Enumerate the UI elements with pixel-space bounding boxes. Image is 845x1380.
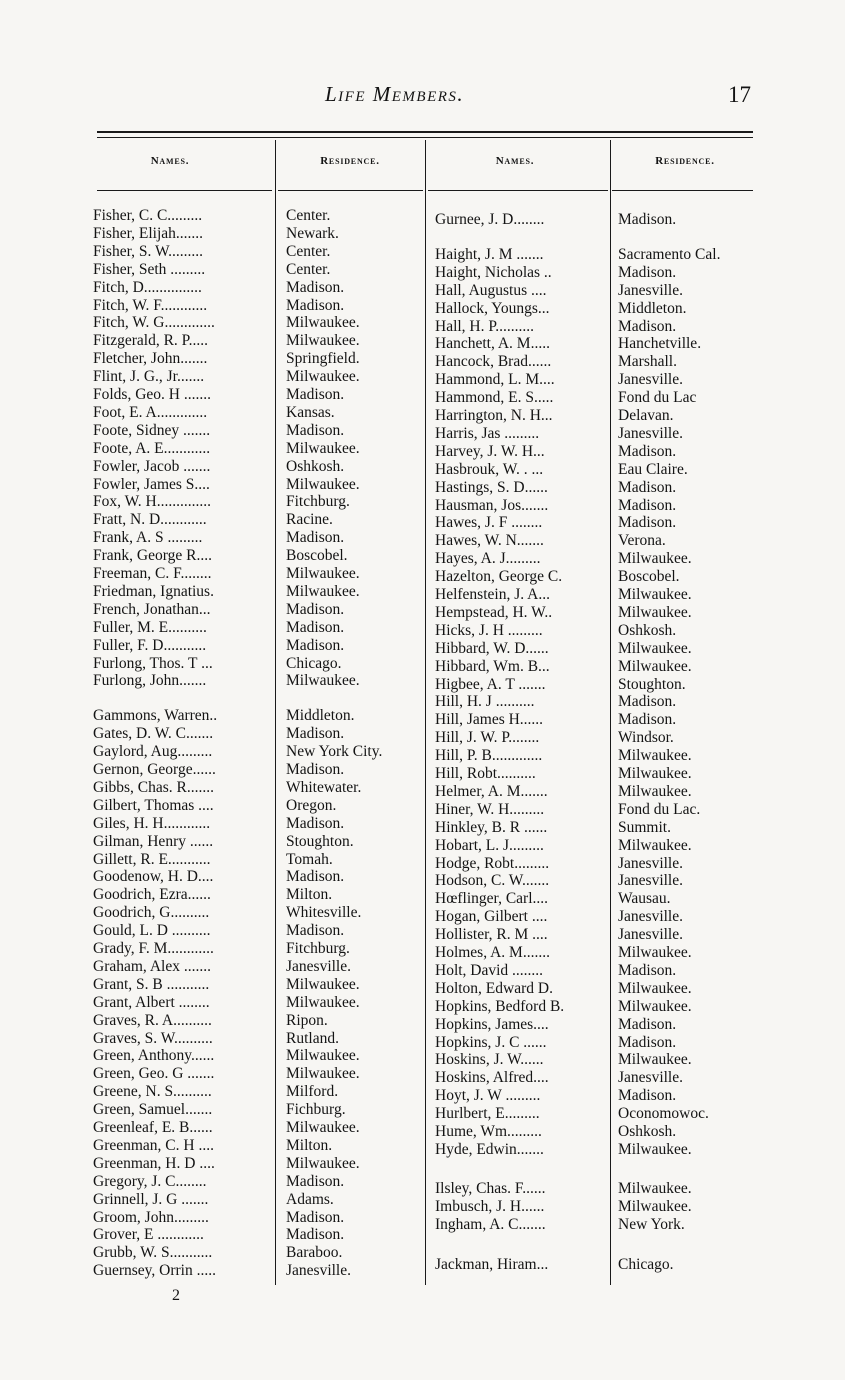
member-residence: Milwaukee. [618, 944, 692, 961]
member-residence: Milton. [286, 1136, 333, 1154]
member-name: Hœflinger, Carl.... [435, 890, 549, 908]
member-name: Hammond, L. M.... [435, 371, 555, 389]
member-name: Goodrich, G.......... [93, 904, 210, 922]
member-residence: Milwaukee. [286, 314, 360, 332]
member-residence: New York. [618, 1215, 685, 1233]
member-name: Hibbard, Wm. B... [435, 657, 550, 675]
member-name: Grubb, W. S........... [93, 1244, 213, 1262]
member-residence: Milwaukee. [618, 550, 692, 568]
member-residence: Madison. [286, 1208, 345, 1226]
column-header-names-right: Names. [495, 155, 535, 167]
header-underline [428, 190, 608, 191]
member-name: Furlong, John....... [93, 672, 207, 690]
column-header-residence-right: Residence. [655, 155, 715, 167]
member-name: Flint, J. G., Jr....... [93, 368, 205, 386]
member-residence: Milwaukee. [618, 747, 692, 765]
member-residence: Madison. [286, 600, 345, 618]
member-residence: Milwaukee. [618, 1051, 692, 1069]
member-residence: Milford. [286, 1083, 339, 1101]
member-name: Haight, Nicholas .. [435, 263, 552, 281]
member-residence: Janesville. [618, 926, 683, 944]
member-residence: Milwaukee. [618, 586, 692, 603]
member-residence: Springfield. [286, 350, 360, 368]
member-residence: Chicago. [618, 1255, 674, 1273]
member-name: Freeman, C. F........ [93, 565, 212, 582]
member-name: Hurlbert, E......... [435, 1105, 540, 1123]
member-residence: Milwaukee. [618, 782, 692, 800]
member-residence: Delavan. [618, 407, 674, 424]
member-residence: Milwaukee. [286, 1119, 360, 1136]
member-name: Gammons, Warren.. [93, 707, 218, 725]
column-header-residence-left: Residence. [320, 155, 380, 167]
member-name: Hoskins, J. W...... [435, 1051, 544, 1069]
member-name: Gilman, Henry ...... [93, 832, 214, 850]
member-residence: Madison. [618, 263, 677, 281]
member-name: Harris, Jas ......... [435, 424, 540, 442]
member-residence: Milwaukee. [618, 1179, 692, 1197]
member-residence: Janesville. [618, 872, 683, 890]
member-residence: Madison. [618, 442, 677, 460]
member-residence: Milwaukee. [618, 639, 692, 657]
member-residence: Windsor. [618, 729, 674, 747]
member-residence: Madison. [286, 725, 345, 743]
member-name: Hayes, A. J......... [435, 550, 541, 568]
member-name: Green, Anthony...... [93, 1047, 215, 1065]
header-underline [612, 190, 753, 191]
member-residence: Janesville. [286, 957, 351, 975]
member-name: Jackman, Hiram... [435, 1255, 549, 1273]
member-residence: Fichburg. [286, 1101, 346, 1119]
member-name: Hill, H. J .......... [435, 693, 535, 711]
member-name: Hume, Wm......... [435, 1123, 542, 1140]
member-residence: Milwaukee. [618, 657, 692, 675]
member-name: Goodrich, Ezra...... [93, 886, 211, 904]
member-name: Grant, S. B ........... [93, 975, 210, 993]
member-name: Greenman, H. D .... [93, 1154, 215, 1172]
member-name: Imbusch, J. H...... [435, 1197, 545, 1215]
member-name: Fox, W. H.............. [93, 493, 211, 511]
member-residence: Madison. [286, 761, 345, 778]
member-residence: Madison. [286, 296, 345, 314]
member-residence: Adams. [286, 1190, 334, 1208]
member-name: Hill, J. W. P........ [435, 729, 540, 747]
member-residence: Madison. [286, 1172, 345, 1190]
member-name: Fowler, James S.... [93, 475, 210, 493]
member-residence: Milwaukee. [286, 975, 360, 993]
member-residence: Madison. [286, 386, 345, 403]
member-name: Fowler, Jacob ....... [93, 457, 211, 475]
member-residence: Whitewater. [286, 778, 362, 796]
member-residence: Milwaukee. [286, 1154, 360, 1172]
member-residence: Madison. [618, 514, 677, 532]
member-name: Hill, Robt.......... [435, 765, 536, 782]
member-name: Fuller, F. D........... [93, 636, 207, 654]
member-residence: Milwaukee. [618, 603, 692, 621]
member-residence: Madison. [618, 317, 677, 335]
member-name: Fuller, M. E.......... [93, 618, 207, 636]
member-name: French, Jonathan... [93, 600, 211, 618]
member-name: Holt, David ........ [435, 961, 544, 979]
member-residence: Stoughton. [286, 832, 354, 850]
member-name: Fitch, W. G............. [93, 314, 215, 332]
member-residence: Madison. [618, 961, 677, 979]
member-name: Gilbert, Thomas .... [93, 796, 214, 814]
member-name: Hoyt, J. W ......... [435, 1087, 541, 1105]
member-name: Giles, H. H............ [93, 814, 211, 832]
member-residence: Stoughton. [618, 675, 686, 693]
member-name: Higbee, A. T ....... [435, 675, 546, 693]
member-residence: Center. [286, 260, 331, 278]
member-residence: Madison. [618, 211, 677, 228]
member-residence: Milwaukee. [286, 332, 360, 350]
member-residence: Racine. [286, 511, 333, 529]
member-residence: Janesville. [286, 1262, 351, 1280]
member-name: Hogan, Gilbert .... [435, 908, 548, 926]
member-name: Grinnell, J. G ....... [93, 1190, 209, 1208]
member-residence: Boscobel. [286, 547, 348, 565]
member-name: Gates, D. W. C....... [93, 725, 214, 743]
member-name: Greenman, C. H .... [93, 1136, 214, 1154]
member-name: Harvey, J. W. H... [435, 442, 545, 460]
member-name: Hausman, Jos....... [435, 496, 549, 514]
member-name: Helmer, A. M....... [435, 782, 548, 800]
member-name: Frank, A. S ......... [93, 529, 203, 547]
member-name: Hopkins, J. C ...... [435, 1033, 547, 1051]
member-name: Fisher, Elijah....... [93, 224, 204, 242]
member-residence: Madison. [286, 278, 345, 296]
member-name: Foote, A. E............ [93, 439, 211, 457]
member-name: Fisher, S. W......... [93, 242, 204, 260]
header-underline [278, 190, 423, 191]
member-residence: Eau Claire. [618, 460, 688, 478]
member-residence: Tomah. [286, 850, 333, 868]
member-name: Hill, P. B............. [435, 747, 543, 765]
member-residence: Madison. [618, 693, 677, 711]
signature-mark: 2 [172, 1287, 180, 1304]
member-name: Hyde, Edwin....... [435, 1140, 544, 1158]
member-name: Fitch, D............... [93, 278, 202, 296]
member-name: Hastings, S. D...... [435, 478, 548, 496]
member-name: Hill, James H...... [435, 711, 544, 729]
member-name: Hawes, W. N....... [435, 532, 544, 550]
member-residence: Oregon. [286, 796, 337, 814]
member-name: Folds, Geo. H ....... [93, 386, 211, 403]
member-residence: Ripon. [286, 1011, 328, 1029]
member-name: Hall, H. P.......... [435, 317, 535, 335]
member-name: Ilsley, Chas. F...... [435, 1179, 546, 1197]
member-name: Ingham, A. C....... [435, 1215, 546, 1233]
member-residence: Janesville. [618, 281, 683, 299]
member-residence: New York City. [286, 743, 383, 761]
member-residence: Milwaukee. [286, 565, 360, 582]
member-residence: Madison. [618, 496, 677, 514]
member-name: Gibbs, Chas. R....... [93, 778, 214, 796]
page-number: 17 [728, 82, 751, 107]
member-residence: Madison. [286, 868, 345, 886]
member-name: Hazelton, George C. [435, 568, 563, 586]
member-name: Helfenstein, J. A... [435, 586, 550, 603]
column-header-names-left: Names. [150, 155, 190, 167]
member-name: Gaylord, Aug......... [93, 743, 213, 761]
member-name: Grady, F. M............ [93, 940, 214, 957]
member-residence: Summit. [618, 818, 671, 836]
member-name: Hodge, Robt......... [435, 854, 550, 872]
member-name: Fletcher, John....... [93, 350, 208, 368]
member-name: Foot, E. A............. [93, 403, 208, 421]
member-name: Holton, Edward D. [435, 979, 553, 997]
member-residence: Middleton. [286, 707, 355, 725]
member-name: Green, Samuel....... [93, 1101, 213, 1119]
member-name: Hoskins, Alfred.... [435, 1069, 549, 1087]
member-residence: Madison. [618, 1087, 677, 1105]
member-name: Hopkins, James.... [435, 1015, 549, 1033]
column-divider [610, 140, 611, 1285]
member-residence: Milwaukee. [618, 1140, 692, 1158]
member-residence: Madison. [286, 618, 345, 636]
running-head [0, 82, 845, 112]
member-name: Holmes, A. M....... [435, 944, 550, 961]
member-residence: Sacramento Cal. [618, 245, 721, 263]
member-name: Hicks, J. H ......... [435, 621, 543, 639]
member-name: Groom, John......... [93, 1208, 209, 1226]
member-residence: Madison. [286, 636, 345, 654]
member-name: Greene, N. S.......... [93, 1083, 212, 1101]
member-residence: Oshkosh. [618, 1123, 677, 1140]
member-name: Gillett, R. E........... [93, 850, 211, 868]
member-residence: Janesville. [618, 854, 683, 872]
member-name: Frank, George R.... [93, 547, 212, 565]
member-residence: Center. [286, 242, 331, 260]
member-name: Foote, Sidney ....... [93, 421, 211, 439]
member-name: Gregory, J. C........ [93, 1172, 207, 1190]
member-residence: Boscobel. [618, 568, 680, 586]
member-name: Hallock, Youngs... [435, 299, 550, 317]
member-name: Hempstead, H. W.. [435, 603, 553, 621]
member-residence: Newark. [286, 224, 339, 242]
member-name: Fisher, Seth ......... [93, 260, 206, 278]
header-underline [97, 190, 272, 191]
member-name: Goodenow, H. D.... [93, 868, 214, 886]
member-residence: Milwaukee. [286, 582, 360, 600]
member-name: Hobart, L. J......... [435, 836, 544, 854]
member-name: Grant, Albert ........ [93, 993, 210, 1011]
member-residence: Milwaukee. [286, 368, 360, 386]
member-name: Hollister, R. M .... [435, 926, 548, 944]
member-residence: Madison. [286, 529, 345, 547]
member-residence: Chicago. [286, 654, 342, 672]
member-residence: Whitesville. [286, 904, 362, 922]
member-name: Gernon, George...... [93, 761, 216, 778]
member-residence: Fitchburg. [286, 940, 350, 957]
member-residence: Milton. [286, 886, 333, 904]
member-residence: Milwaukee. [286, 1047, 360, 1065]
member-name: Gurnee, J. D........ [435, 211, 545, 228]
page-title: Life Members. [325, 82, 465, 106]
member-residence: Middleton. [618, 299, 687, 317]
member-name: Hawes, J. F ........ [435, 514, 543, 532]
member-name: Fratt, N. D............ [93, 511, 207, 529]
member-residence: Milwaukee. [286, 993, 360, 1011]
member-residence: Center. [286, 207, 331, 224]
member-residence: Fond du Lac [618, 389, 697, 407]
member-name: Hinkley, B. R ...... [435, 818, 548, 836]
member-name: Hancock, Brad...... [435, 353, 552, 371]
member-residence: Milwaukee. [618, 1197, 692, 1215]
member-residence: Milwaukee. [618, 997, 692, 1015]
member-name: Green, Geo. G ....... [93, 1065, 215, 1083]
member-residence: Milwaukee. [618, 836, 692, 854]
member-name: Hall, Augustus .... [435, 281, 547, 299]
member-residence: Milwaukee. [618, 765, 692, 782]
member-residence: Milwaukee. [286, 1065, 360, 1083]
member-residence: Madison. [618, 711, 677, 729]
member-residence: Milwaukee. [286, 475, 360, 493]
member-name: Graham, Alex ....... [93, 957, 211, 975]
member-residence: Madison. [286, 814, 345, 832]
member-residence: Oconomowoc. [618, 1105, 709, 1123]
member-name: Hammond, E. S..... [435, 389, 554, 407]
member-residence: Milwaukee. [286, 672, 360, 690]
column-divider [425, 140, 426, 1285]
member-residence: Madison. [286, 1226, 345, 1244]
member-residence: Janesville. [618, 1069, 683, 1087]
member-residence: Janesville. [618, 908, 683, 926]
member-name: Gould, L. D .......... [93, 922, 211, 940]
member-residence: Janesville. [618, 371, 683, 389]
member-residence: Oshkosh. [618, 621, 677, 639]
member-residence: Oshkosh. [286, 457, 345, 475]
member-residence: Madison. [618, 1033, 677, 1051]
member-name: Hibbard, W. D...... [435, 639, 549, 657]
member-name: Harrington, N. H... [435, 407, 553, 424]
member-residence: Fond du Lac. [618, 800, 701, 818]
top-double-rule [97, 131, 753, 133]
member-name: Greenleaf, E. B...... [93, 1119, 213, 1136]
member-name: Furlong, Thos. T ... [93, 654, 213, 672]
member-residence: Madison. [286, 922, 345, 940]
member-name: Fisher, C. C......... [93, 207, 203, 224]
member-residence: Milwaukee. [286, 439, 360, 457]
member-name: Guernsey, Orrin ..... [93, 1262, 216, 1280]
member-name: Hodson, C. W....... [435, 872, 550, 890]
member-residence: Fitchburg. [286, 493, 350, 511]
column-divider [275, 140, 276, 1285]
member-name: Hopkins, Bedford B. [435, 997, 565, 1015]
member-residence: Madison. [286, 421, 345, 439]
member-residence: Baraboo. [286, 1244, 343, 1262]
member-name: Haight, J. M ....... [435, 245, 544, 263]
member-name: Fitzgerald, R. P..... [93, 332, 208, 350]
member-residence: Verona. [618, 532, 666, 550]
member-name: Graves, S. W.......... [93, 1029, 213, 1047]
member-residence: Hanchetville. [618, 335, 702, 353]
member-name: Hanchett, A. M..... [435, 335, 550, 353]
member-residence: Janesville. [618, 424, 683, 442]
member-residence: Marshall. [618, 353, 677, 371]
member-name: Hiner, W. H......... [435, 800, 545, 818]
member-name: Hasbrouk, W. . ... [435, 460, 544, 478]
member-name: Friedman, Ignatius. [93, 582, 214, 600]
top-double-rule-inner [97, 137, 753, 138]
member-name: Grover, E ............ [93, 1226, 204, 1244]
member-residence: Milwaukee. [618, 979, 692, 997]
member-residence: Wausau. [618, 890, 671, 908]
member-name: Graves, R. A.......... [93, 1011, 212, 1029]
member-residence: Madison. [618, 1015, 677, 1033]
member-name: Fitch, W. F............ [93, 296, 208, 314]
member-residence: Kansas. [286, 403, 335, 421]
member-residence: Rutland. [286, 1029, 339, 1047]
member-residence: Madison. [618, 478, 677, 496]
